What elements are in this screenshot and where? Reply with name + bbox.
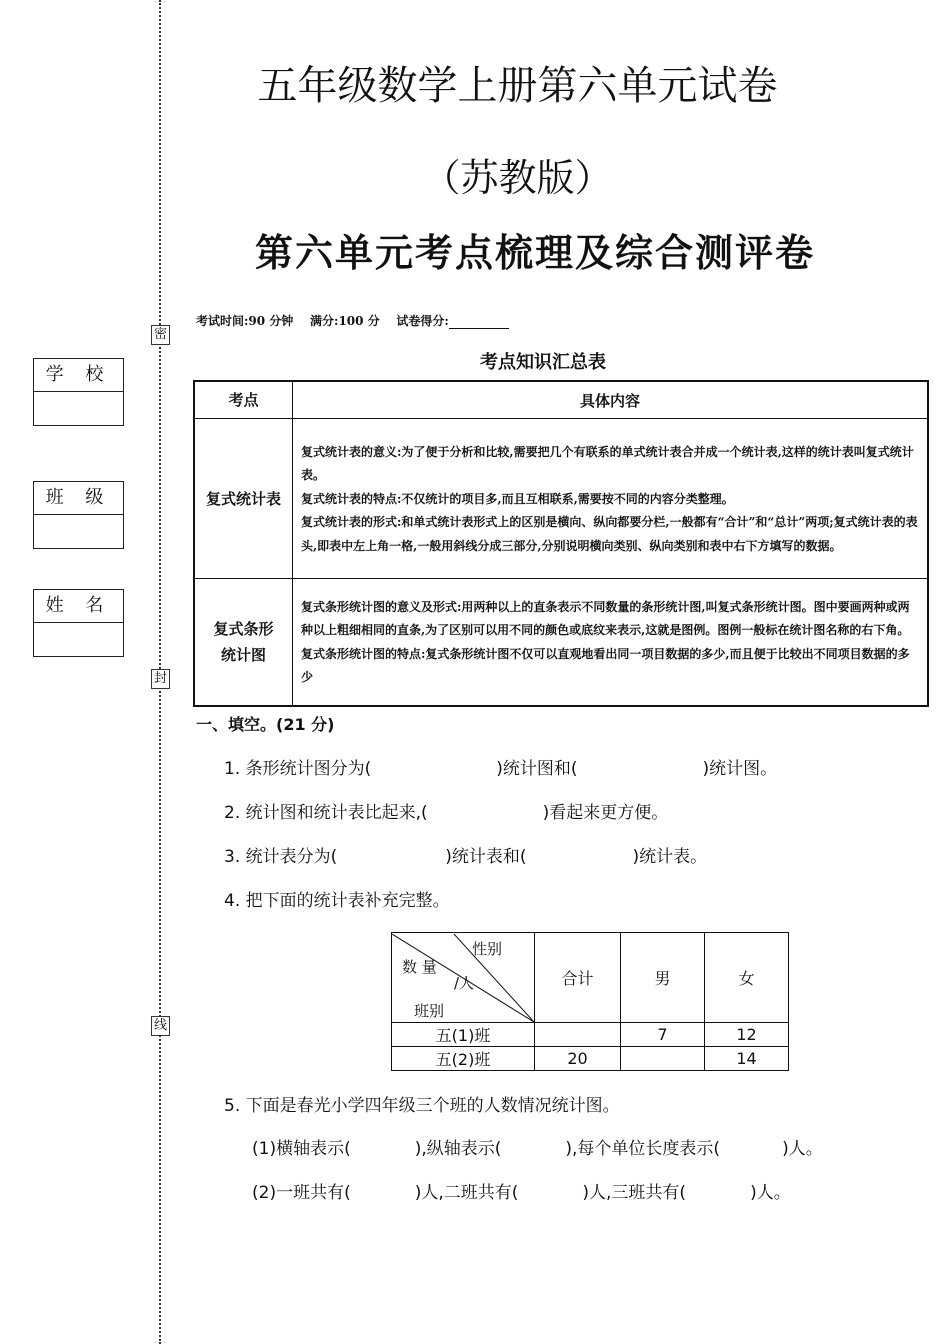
summary-table-title: 考点知识汇总表 bbox=[480, 352, 606, 373]
diag-label-quantity: 数 量 bbox=[402, 957, 437, 976]
school-field-box bbox=[33, 358, 124, 426]
summary-line: 复式统计表的意义:为了便于分析和比较,需要把几个有联系的单式统计表合并成一个统计表,这样的统计表叫复式统计表。 bbox=[301, 444, 914, 483]
question-1: 1. 条形统计图分为( )统计图和( )统计图。 bbox=[224, 759, 778, 779]
diag-label-class: 班别 bbox=[414, 1001, 445, 1020]
exam-full-score: 满分:100 分 bbox=[310, 314, 380, 328]
diag-label-unit: /人 bbox=[454, 973, 475, 992]
table-header-male: 男 bbox=[621, 933, 705, 1023]
summary-line: 复式条形统计图的特点:复式条形统计图不仅可以直观地看出同一项目数据的多少,而且便于比较出不同项目数据的多少 bbox=[301, 646, 910, 685]
seal-char-feng: 封 bbox=[151, 669, 170, 689]
summary-content-compound-bar-chart bbox=[293, 579, 929, 706]
section-heading: 一、填空。(21 分) bbox=[196, 715, 335, 734]
question-4: 4. 把下面的统计表补充完整。 bbox=[224, 891, 450, 911]
table-header-diagonal bbox=[392, 933, 535, 1023]
class-gender-table bbox=[391, 932, 789, 1071]
table-row bbox=[392, 1023, 789, 1047]
page-title: 五年级数学上册第六单元试卷 bbox=[257, 63, 778, 109]
summary-line: 复式统计表的形式:和单式统计表形式上的区别是横向、纵向都要分栏,一般都有“合计”和“总计”两项;复式统计表的表头,即表中左上角一格,一般用斜线分成三部分,分别说明横向类别、纵向类别和表中右下方填写的数据。 bbox=[301, 515, 918, 553]
question-5-part-2: (2)一班共有( )人,二班共有( )人,三班共有( )人。 bbox=[252, 1183, 791, 1203]
question-3: 3. 统计表分为( )统计表和( )统计表。 bbox=[224, 847, 708, 867]
table-cell-class: 五(1)班 bbox=[392, 1023, 535, 1047]
table-cell-female: 14 bbox=[705, 1047, 789, 1071]
exam-score-label: 试卷得分: bbox=[396, 314, 449, 328]
name-field-box bbox=[33, 589, 124, 657]
table-cell-class: 五(2)班 bbox=[392, 1047, 535, 1071]
score-blank[interactable] bbox=[449, 316, 509, 329]
table-cell-total: 20 bbox=[535, 1047, 621, 1071]
diag-label-gender: 性别 bbox=[472, 939, 503, 958]
class-field-blank[interactable] bbox=[34, 515, 123, 548]
exam-meta bbox=[196, 312, 509, 329]
summary-header-topic: 考点 bbox=[194, 381, 293, 419]
school-field-label: 学 校 bbox=[34, 359, 123, 392]
summary-table bbox=[193, 380, 929, 707]
class-field-box bbox=[33, 481, 124, 549]
table-cell-female: 12 bbox=[705, 1023, 789, 1047]
exam-time: 考试时间:90 分钟 bbox=[196, 314, 294, 328]
table-header-total: 合计 bbox=[535, 933, 621, 1023]
question-5-part-1: (1)横轴表示( ),纵轴表示( ),每个单位长度表示( )人。 bbox=[252, 1139, 823, 1159]
question-5: 5. 下面是春光小学四年级三个班的人数情况统计图。 bbox=[224, 1096, 620, 1116]
table-row bbox=[392, 1047, 789, 1071]
page-subtitle: （苏教版） bbox=[422, 156, 613, 200]
table-cell-total[interactable] bbox=[535, 1023, 621, 1047]
table-cell-male: 7 bbox=[621, 1023, 705, 1047]
summary-line: 复式条形统计图的意义及形式:用两种以上的直条表示不同数量的条形统计图,叫复式条形统计图。图中要画两种或两种以上粗细相同的直条,为了区别可以用不同的颜色或底纹来表示,这就是图例。图例一般标在统计图名称的右下角。 bbox=[301, 599, 910, 638]
class-field-label: 班 级 bbox=[34, 482, 123, 515]
name-field-blank[interactable] bbox=[34, 623, 123, 656]
seal-char-mi: 密 bbox=[151, 325, 170, 345]
summary-topic-compound-table: 复式统计表 bbox=[194, 419, 293, 579]
question-2: 2. 统计图和统计表比起来,( )看起来更方便。 bbox=[224, 803, 669, 823]
name-field-label: 姓 名 bbox=[34, 590, 123, 623]
seal-char-xian: 线 bbox=[151, 1016, 170, 1036]
paper-title: 第六单元考点梳理及综合测评卷 bbox=[254, 230, 815, 275]
summary-content-compound-table bbox=[293, 419, 929, 579]
summary-header-content: 具体内容 bbox=[293, 381, 929, 419]
summary-line: 复式统计表的特点:不仅统计的项目多,而且互相联系,需要按不同的内容分类整理。 bbox=[301, 491, 734, 506]
school-field-blank[interactable] bbox=[34, 392, 123, 425]
summary-topic-compound-bar-chart: 复式条形统计图 bbox=[194, 579, 293, 706]
table-header-female: 女 bbox=[705, 933, 789, 1023]
table-cell-male[interactable] bbox=[621, 1047, 705, 1071]
